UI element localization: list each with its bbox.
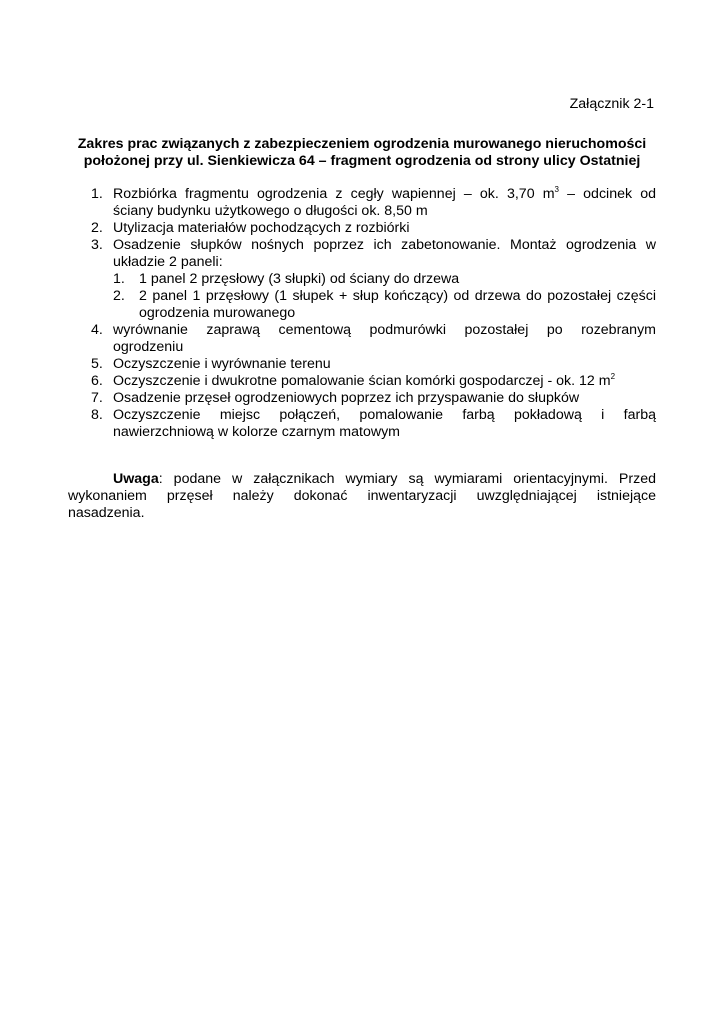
- list-item: [68, 322, 656, 356]
- list-item-number: 8.: [91, 407, 103, 423]
- list-item-text-continued: ogrodzeniu: [113, 339, 184, 355]
- document-title: [68, 136, 656, 170]
- list-item: [68, 390, 656, 407]
- list-item-number: 7.: [91, 390, 103, 406]
- annex-label: Załącznik 2-1: [569, 96, 654, 112]
- title-line-1: Zakres prac związanych z zabezpieczeniem ogrodzenia murowanego nieruchomości: [77, 136, 647, 152]
- title-line-2: położonej przy ul. Sienkiewicza 64 – fragment ogrodzenia od strony ulicy Ostatniej: [83, 153, 641, 169]
- list-item-number: 1.: [91, 186, 103, 202]
- sub-list-item-text: 1 panel 2 przęsłowy (3 słupki) od ściany do drzewa: [139, 271, 460, 287]
- list-item-text: Oczyszczenie i wyrównanie terenu: [113, 356, 331, 372]
- sub-list-item-text: 2 panel 1 przęsłowy (1 słupek + słup kończący) od drzewa do pozostałej części: [139, 288, 656, 304]
- list-item-text-continued: nawierzchniową w kolorze czarnym matowym: [113, 424, 400, 440]
- list-item-text: Osadzenie słupków nośnych poprzez ich zabetonowanie. Montaż ogrodzenia w: [113, 237, 656, 253]
- list-item-text: Rozbiórka fragmentu ogrodzenia z cegły wapiennej – ok. 3,70 $m^3$ – odcinek od: [113, 185, 656, 202]
- list-item-text: wyrównanie zaprawą cementową podmurówki pozostałej po rozebranym: [113, 322, 656, 338]
- list-item-text: Utylizacja materiałów pochodzących z rozbiórki: [113, 220, 410, 236]
- sub-list-item-number: 2.: [113, 288, 125, 304]
- list-item: [68, 407, 656, 441]
- superscript: 2: [610, 372, 616, 381]
- list-item: [68, 186, 656, 220]
- list-item: [68, 356, 656, 373]
- list-item-text: Oczyszczenie i dwukrotne pomalowanie ścian komórki gospodarczej - ok. 12 $m^2$: [113, 372, 616, 389]
- sub-list-item-number: 1.: [113, 271, 125, 287]
- list-item: [68, 220, 656, 237]
- note-paragraph: [68, 471, 656, 522]
- list-item-text: Oczyszczenie miejsc połączeń, pomalowanie farbą pokładową i farbą: [113, 407, 656, 423]
- sub-list-item-text-continued: ogrodzenia murowanego: [139, 305, 296, 321]
- note-label: Uwaga: [113, 471, 159, 487]
- list-item-number: 5.: [91, 356, 103, 372]
- list-item-text-continued: ściany budynku użytkowego o długości ok. 8,50 m: [113, 203, 428, 219]
- list-item-text: Osadzenie przęseł ogrodzeniowych poprzez ich przyspawanie do słupków: [113, 390, 580, 406]
- note-line-1: Uwaga: podane w załącznikach wymiary są wymiarami orientacyjnymi. Przed: [113, 471, 656, 487]
- list-item-number: 2.: [91, 220, 103, 236]
- list-item-number: 6.: [91, 373, 103, 389]
- list-item-text-continued: układzie 2 paneli:: [113, 254, 223, 270]
- list-item-number: 4.: [91, 322, 103, 338]
- note-line-3: nasadzenia.: [68, 505, 145, 521]
- list-item-number: 3.: [91, 237, 103, 253]
- note-line-2: wykonaniem przęseł należy dokonać inwentaryzacji uwzględniającej istniejące: [68, 488, 656, 504]
- list-item: [68, 237, 656, 322]
- work-scope-list: [68, 186, 656, 441]
- sub-list-item: [113, 271, 656, 288]
- list-item: [68, 373, 656, 390]
- sub-list-item: [113, 288, 656, 322]
- superscript: 3: [554, 185, 559, 194]
